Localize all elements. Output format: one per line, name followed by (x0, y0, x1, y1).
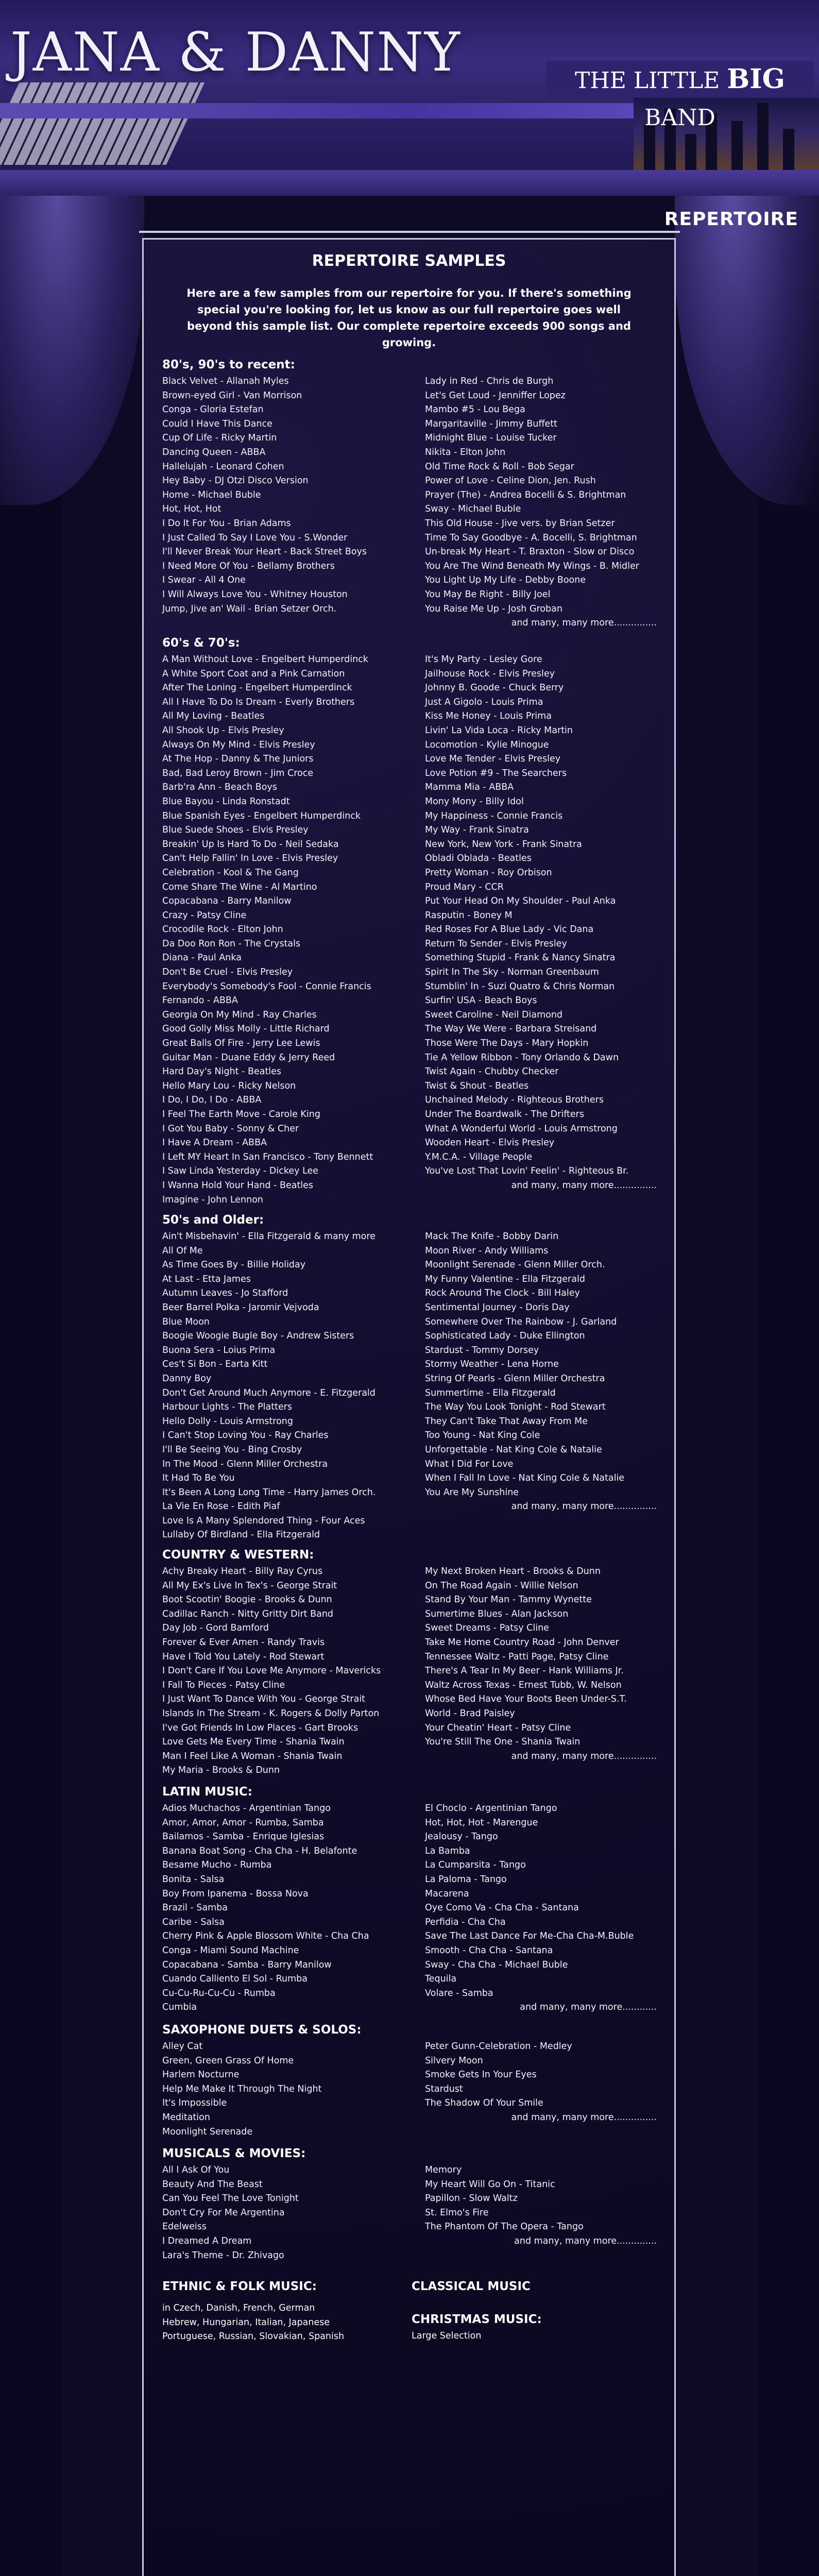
song-item: Mony Mony - Billy Idol (425, 796, 524, 807)
song-list-right (425, 1802, 657, 2015)
and-more-text: and many, many more............... (511, 2112, 657, 2123)
song-item: Smooth - Cha Cha - Santana (425, 1945, 553, 1956)
song-item: Blue Bayou - Linda Ronstadt (162, 796, 290, 807)
song-item: Boogie Woogie Bugle Boy - Andrew Sisters (162, 1331, 354, 1342)
song-item: Volare - Samba (425, 1988, 493, 1998)
section-musicals (162, 2147, 657, 2264)
song-item: Barb'ra Ann - Beach Boys (162, 782, 277, 793)
song-list-right (425, 375, 657, 631)
song-item: I Feel The Earth Move - Carole King (162, 1109, 320, 1120)
song-item: Guitar Man - Duane Eddy & Jerry Reed (162, 1052, 335, 1063)
song-item: Jailhouse Rock - Elvis Presley (425, 668, 555, 679)
song-item: Brazil - Samba (162, 1903, 228, 1913)
song-item: What I Did For Love (425, 1459, 514, 1469)
song-item: Danny Boy (162, 1373, 212, 1384)
song-item: It's Been A Long Long Time - Harry James Orch. (162, 1487, 376, 1498)
song-item: Everybody's Somebody's Fool - Connie Francis (162, 981, 371, 992)
song-list-left (162, 653, 373, 1207)
song-item: At Last - Etta James (162, 1274, 251, 1284)
song-item: Beauty And The Beast (162, 2179, 263, 2190)
song-item: Sentimental Journey - Doris Day (425, 1302, 570, 1313)
song-item: Blue Moon (162, 1316, 210, 1327)
song-item: Breakin' Up Is Hard To Do - Neil Sedaka (162, 839, 339, 850)
song-item: El Choclo - Argentinian Tango (425, 1803, 557, 1814)
song-item: Celebration - Kool & The Gang (162, 867, 299, 878)
section-classical (412, 2280, 638, 2296)
section-50s (162, 1213, 657, 1545)
song-item: Conga - Miami Sound Machine (162, 1945, 299, 1956)
song-item: You Are The Wind Beneath My Wings - B. Midler (425, 561, 639, 571)
band-big: BIG (727, 63, 785, 95)
song-item: Boy From Ipanema - Bossa Nova (162, 1888, 309, 1899)
song-item: What A Wonderful World - Louis Armstrong (425, 1123, 618, 1134)
song-item: You've Lost That Lovin' Feelin' - Righteous Br. (425, 1166, 629, 1177)
song-item: Forever & Ever Amen - Randy Travis (162, 1637, 325, 1648)
song-item: Cu-Cu-Ru-Cu-Cu - Rumba (162, 1988, 276, 1998)
song-item: All My Ex's Live In Tex's - George Strait (162, 1580, 337, 1591)
song-item: It's My Party - Lesley Gore (425, 654, 542, 665)
song-item: Alley Cat (162, 2041, 203, 2052)
band-name (546, 61, 814, 131)
song-item: Stumblin' In - Suzi Quatro & Chris Norman (425, 981, 615, 992)
intro-text: Here are a few samples from our repertoire for you. If there's something special you're looking for, let us know as our full repertoire goes well beyond this sample list. Our complete repertoire exceeds 900 songs and growing. (186, 287, 632, 349)
song-item: Proud Mary - CCR (425, 882, 504, 892)
song-item: All I Ask Of You (162, 2165, 230, 2175)
repertoire-panel (142, 238, 676, 2576)
song-item: La Vie En Rose - Edith Piaf (162, 1501, 280, 1512)
ethnic-line: in Czech, Danish, French, German (162, 2303, 315, 2313)
song-item: I Wanna Hold Your Hand - Beatles (162, 1180, 314, 1191)
and-more-text: and many, many more............... (511, 1501, 657, 1512)
song-item: Don't Be Cruel - Elvis Presley (162, 967, 293, 978)
song-item: This Old House - Jive vers. by Brian Setzer (425, 518, 615, 529)
song-item: They Can't Take That Away From Me (425, 1416, 588, 1427)
song-item: Stormy Weather - Lena Horne (425, 1359, 559, 1370)
song-item: I Swear - All 4 One (162, 575, 246, 586)
song-item: Always On My Mind - Elvis Presley (162, 739, 315, 750)
song-item: My Maria - Brooks & Dunn (162, 1765, 280, 1776)
song-item: Rock Around The Clock - Bill Haley (425, 1288, 580, 1299)
song-item: Stardust (425, 2083, 463, 2094)
song-item: The Way We Were - Barbara Streisand (425, 1024, 597, 1035)
song-item: Stand By Your Man - Tammy Wynette (425, 1595, 592, 1605)
song-list-right (425, 1565, 657, 1764)
piano-keys-graphic (0, 82, 204, 165)
song-item: After The Loning - Engelbert Humperdinck (162, 683, 352, 693)
song-item: Red Roses For A Blue Lady - Vic Dana (425, 924, 594, 935)
song-item: Save The Last Dance For Me-Cha Cha-M.Buble (425, 1931, 634, 1942)
song-item: My Next Broken Heart - Brooks & Dunn (425, 1566, 601, 1577)
ethnic-line: Portuguese, Russian, Slovakian, Spanish (162, 2331, 345, 2342)
song-item: Da Doo Ron Ron - The Crystals (162, 938, 301, 949)
song-item: Have I Told You Lately - Rod Stewart (162, 1651, 325, 1662)
song-item: Can You Feel The Love Tonight (162, 2193, 299, 2204)
song-item: I Saw Linda Yesterday - Dickey Lee (162, 1166, 319, 1177)
song-item: Love Gets Me Every Time - Shania Twain (162, 1737, 345, 1748)
site-title: JANA & DANNY (10, 21, 461, 83)
song-list-left (162, 2163, 299, 2263)
song-item: You Raise Me Up - Josh Groban (425, 603, 562, 614)
song-item: Power of Love - Celine Dion, Jen. Rush (425, 476, 596, 486)
song-item: The Shadow Of Your Smile (425, 2098, 543, 2109)
song-item: I'll Be Seeing You - Bing Crosby (162, 1444, 302, 1455)
song-item: Cherry Pink & Apple Blossom White - Cha Cha (162, 1931, 369, 1942)
song-item: Livin' La Vida Loca - Ricky Martin (425, 725, 573, 736)
song-item: Amor, Amor, Amor - Rumba, Samba (162, 1817, 324, 1828)
song-item: Meditation (162, 2112, 210, 2123)
song-item: Moon River - Andy Williams (425, 1245, 549, 1256)
song-item: Black Velvet - Allanah Myles (162, 376, 289, 386)
section-title: CLASSICAL MUSIC (412, 2280, 531, 2293)
song-item: Kiss Me Honey - Louis Prima (425, 711, 552, 722)
band-suffix: BAND (644, 105, 715, 131)
song-item: Harbour Lights - The Platters (162, 1402, 293, 1413)
song-item: Sweet Dreams - Patsy Cline (425, 1623, 549, 1634)
song-item: Whose Bed Have Your Boots Been Under-S.T. (425, 1694, 627, 1705)
song-item: Just A Gigolo - Louis Prima (425, 697, 543, 707)
song-item: Adios Muchachos - Argentinian Tango (162, 1803, 331, 1814)
song-item: Hard Day's Night - Beatles (162, 1066, 282, 1077)
song-item: Love Me Tender - Elvis Presley (425, 754, 561, 765)
song-item: My Funny Valentine - Ella Fitzgerald (425, 1274, 585, 1284)
song-item: World - Brad Paisley (425, 1708, 515, 1719)
song-item: Put Your Head On My Shoulder - Paul Anka (425, 896, 616, 907)
song-item: Take Me Home Country Road - John Denver (425, 1637, 619, 1648)
song-item: Islands In The Stream - K. Rogers & Dolly Parton (162, 1708, 380, 1719)
song-item: Margaritaville - Jimmy Buffett (425, 418, 558, 429)
song-item: All My Loving - Beatles (162, 711, 265, 722)
song-item: Tequila (425, 1974, 457, 1985)
song-item: Papillon - Slow Waltz (425, 2193, 518, 2204)
song-item: Achy Breaky Heart - Billy Ray Cyrus (162, 1566, 323, 1577)
song-item: Pretty Woman - Roy Orbison (425, 867, 552, 878)
song-item: Let's Get Loud - Jenniffer Lopez (425, 390, 566, 401)
song-item: Somewhere Over The Rainbow - J. Garland (425, 1316, 617, 1327)
song-item: Green, Green Grass Of Home (162, 2055, 294, 2066)
song-list-left (162, 375, 367, 616)
song-item: All Shook Up - Elvis Presley (162, 725, 284, 736)
song-item: Something Stupid - Frank & Nancy Sinatra (425, 953, 616, 963)
song-item: Copacabana - Barry Manilow (162, 896, 292, 907)
ethnic-line: Hebrew, Hungarian, Italian, Japanese (162, 2317, 330, 2328)
song-item: All I Have To Do Is Dream - Everly Brothers (162, 697, 355, 707)
song-item: Midnight Blue - Louise Tucker (425, 433, 557, 444)
song-item: Hey Baby - DJ Otzi Disco Version (162, 476, 309, 486)
song-item: I Will Always Love You - Whitney Houston (162, 589, 348, 600)
song-item: Tie A Yellow Ribbon - Tony Orlando & Dawn (425, 1052, 619, 1063)
song-item: I Do It For You - Brian Adams (162, 518, 291, 529)
song-item: Great Balls Of Fire - Jerry Lee Lewis (162, 1038, 320, 1049)
song-item: String Of Pearls - Glenn Miller Orchestra (425, 1373, 605, 1384)
song-item: Old Time Rock & Roll - Bob Segar (425, 461, 574, 472)
song-item: In The Mood - Glenn Miller Orchestra (162, 1459, 328, 1469)
section-country (162, 1548, 657, 1781)
song-item: I Don't Care If You Love Me Anymore - Mavericks (162, 1666, 381, 1676)
song-item: Unforgettable - Nat King Cole & Natalie (425, 1444, 602, 1455)
song-item: Fernando - ABBA (162, 995, 238, 1006)
song-item: I've Got Friends In Low Places - Gart Brooks (162, 1722, 359, 1733)
song-item: I Need More Of You - Bellamy Brothers (162, 561, 335, 571)
section-60s (162, 636, 657, 1209)
song-item: The Phantom Of The Opera - Tango (425, 2222, 584, 2232)
song-item: I Do, I Do, I Do - ABBA (162, 1095, 262, 1106)
song-item: Sway - Cha Cha - Michael Buble (425, 1959, 568, 1970)
song-item: Peter Gunn-Celebration - Medley (425, 2041, 572, 2052)
song-item: You're Still The One - Shania Twain (425, 1737, 581, 1748)
song-item: Waltz Across Texas - Ernest Tubb, W. Nelson (425, 1680, 622, 1690)
christmas-line: Large Selection (412, 2331, 482, 2341)
song-item: Oye Como Va - Cha Cha - Santana (425, 1903, 579, 1913)
song-item: Good Golly Miss Molly - Little Richard (162, 1024, 330, 1035)
song-item: As Time Goes By - Billie Holiday (162, 1260, 306, 1270)
song-item: Banana Boat Song - Cha Cha - H. Belafonte (162, 1845, 357, 1856)
song-item: Lullaby Of Birdland - Ella Fitzgerald (162, 1530, 320, 1540)
song-item: Bad, Bad Leroy Brown - Jim Croce (162, 768, 314, 778)
section-title: 80's, 90's to recent: (162, 358, 295, 371)
song-item: Jealousy - Tango (425, 1832, 498, 1842)
song-item: Too Young - Nat King Cole (425, 1430, 540, 1441)
page-title: REPERTOIRE (664, 209, 798, 230)
song-item: Brown-eyed Girl - Van Morrison (162, 390, 302, 401)
song-item: Conga - Gloria Estefan (162, 404, 264, 415)
song-item: Harlem Nocturne (162, 2070, 240, 2080)
title-divider (139, 231, 680, 233)
song-item: Don't Get Around Much Anymore - E. Fitzgerald (162, 1387, 376, 1398)
song-item: Could I Have This Dance (162, 418, 272, 429)
song-item: Can't Help Fallin' In Love - Elvis Presley (162, 853, 338, 864)
song-item: Smoke Gets In Your Eyes (425, 2070, 537, 2080)
song-item: When I Fall In Love - Nat King Cole & Natalie (425, 1473, 625, 1484)
song-item: It's Impossible (162, 2098, 227, 2109)
song-item: Summertime - Ella Fitzgerald (425, 1387, 556, 1398)
song-item: Hallelujah - Leonard Cohen (162, 461, 284, 472)
song-item: Jump, Jive an' Wail - Brian Setzer Orch. (162, 603, 337, 614)
song-item: New York, New York - Frank Sinatra (425, 839, 582, 850)
song-item: Macarena (425, 1888, 469, 1899)
song-item: All Of Me (162, 1245, 203, 1256)
section-title: 60's & 70's: (162, 636, 240, 650)
song-list-right (425, 653, 657, 1193)
song-item: Love Potion #9 - The Searchers (425, 768, 567, 778)
song-item: Don't Cry For Me Argentina (162, 2207, 285, 2218)
song-item: Caribe - Salsa (162, 1917, 225, 1927)
song-item: Day Job - Gord Bamford (162, 1623, 269, 1634)
section-sax (162, 2023, 657, 2141)
song-item: Blue Spanish Eyes - Engelbert Humperdinck (162, 810, 361, 821)
section-title: ETHNIC & FOLK MUSIC: (162, 2280, 317, 2293)
song-item: Hello Mary Lou - Ricky Nelson (162, 1080, 296, 1091)
song-item: Hello Dolly - Louis Armstrong (162, 1416, 294, 1427)
song-item: Beer Barrel Polka - Jaromir Vejvoda (162, 1302, 319, 1313)
song-item: Man I Feel Like A Woman - Shania Twain (162, 1751, 343, 1761)
song-item: Crocodile Rock - Elton John (162, 924, 283, 935)
song-item: La Paloma - Tango (425, 1874, 507, 1885)
song-item: Time To Say Goodbye - A. Bocelli, S. Brightman (425, 532, 637, 543)
song-item: Tennessee Waltz - Patti Page, Patsy Cline (425, 1651, 609, 1662)
song-item: My Way - Frank Sinatra (425, 825, 529, 836)
section-ethnic (162, 2280, 410, 2344)
song-item: Crazy - Patsy Cline (162, 910, 247, 921)
song-item: Help Me Make It Through The Night (162, 2083, 322, 2094)
song-item: Boot Scootin' Boogie - Brooks & Dunn (162, 1595, 332, 1605)
panel-heading: REPERTOIRE SAMPLES (312, 252, 506, 270)
song-list-left (162, 2040, 321, 2139)
song-item: Those Were The Days - Mary Hopkin (425, 1038, 589, 1049)
song-item: You Light Up My Life - Debby Boone (425, 575, 586, 586)
song-list-left (162, 1802, 369, 2015)
song-list-right (425, 2163, 657, 2249)
song-item: Memory (425, 2165, 462, 2175)
song-list-right (425, 1230, 657, 1514)
song-item: Un-break My Heart - T. Braxton - Slow or Disco (425, 547, 635, 557)
section-title: MUSICALS & MOVIES: (162, 2147, 306, 2160)
song-item: Mambo #5 - Lou Bega (425, 404, 525, 415)
song-item: I Got You Baby - Sonny & Cher (162, 1123, 299, 1134)
song-item: La Bamba (425, 1845, 470, 1856)
song-item: Surfin' USA - Beach Boys (425, 995, 537, 1006)
song-item: Sophisticated Lady - Duke Ellington (425, 1331, 585, 1342)
song-item: Georgia On My Mind - Ray Charles (162, 1009, 317, 1020)
song-item: Unchained Melody - Righteous Brothers (425, 1095, 604, 1106)
song-item: I Can't Stop Loving You - Ray Charles (162, 1430, 329, 1441)
song-item: My Heart Will Go On - Titanic (425, 2179, 555, 2190)
song-item: Sweet Caroline - Neil Diamond (425, 1009, 563, 1020)
song-item: Ain't Misbehavin' - Ella Fitzgerald & many more (162, 1231, 376, 1242)
song-item: You Are My Sunshine (425, 1487, 519, 1498)
song-item: I Left MY Heart In San Francisco - Tony Bennett (162, 1151, 373, 1162)
song-item: A Man Without Love - Engelbert Humperdinck (162, 654, 368, 665)
song-item: Nikita - Elton John (425, 447, 506, 457)
song-item: Mamma Mia - ABBA (425, 782, 514, 793)
song-item: I Just Want To Dance With You - George Strait (162, 1694, 366, 1705)
song-item: Dancing Queen - ABBA (162, 447, 266, 457)
and-more-text: and many, many more............ (520, 2002, 657, 2013)
song-item: Lady in Red - Chris de Burgh (425, 376, 554, 386)
song-item: Silvery Moon (425, 2055, 483, 2066)
section-title: LATIN MUSIC: (162, 1785, 252, 1799)
song-item: Johnny B. Goode - Chuck Berry (425, 683, 564, 693)
song-item: Prayer (The) - Andrea Bocelli & S. Brightman (425, 489, 626, 500)
song-list-left (162, 1565, 381, 1778)
song-item: Moonlight Serenade (162, 2126, 253, 2137)
section-title: COUNTRY & WESTERN: (162, 1548, 314, 1562)
section-christmas (412, 2313, 638, 2344)
song-item: Hot, Hot, Hot (162, 504, 221, 515)
song-item: Obladi Oblada - Beatles (425, 853, 532, 864)
song-item: I Have A Dream - ABBA (162, 1138, 267, 1148)
band-prefix: THE LITTLE (575, 67, 720, 94)
song-item: La Cumparsita - Tango (425, 1860, 526, 1871)
song-item: Rasputin - Boney M (425, 910, 513, 921)
song-item: I Fall To Pieces - Patsy Cline (162, 1680, 285, 1690)
song-item: Stardust - Tommy Dorsey (425, 1345, 539, 1355)
song-item: Spirit In The Sky - Norman Greenbaum (425, 967, 599, 978)
song-item: Hot, Hot, Hot - Marengue (425, 1817, 538, 1828)
song-item: Y.M.C.A. - Village People (425, 1151, 533, 1162)
song-item: Bonita - Salsa (162, 1874, 225, 1885)
song-item: Sway - Michael Buble (425, 504, 521, 515)
song-item: Blue Suede Shoes - Elvis Presley (162, 825, 309, 836)
song-item: Under The Boardwalk - The Drifters (425, 1109, 584, 1120)
section-latin (162, 1785, 657, 2018)
song-item: Wooden Heart - Elvis Presley (425, 1138, 555, 1148)
song-item: Twist & Shout - Beatles (425, 1080, 529, 1091)
song-item: Cadillac Ranch - Nitty Gritty Dirt Band (162, 1608, 334, 1619)
and-more-text: and many, many more............... (511, 1751, 657, 1761)
song-item: Copacabana - Samba - Barry Manilow (162, 1959, 332, 1970)
header-bottom-band (0, 170, 819, 196)
song-item: Mack The Knife - Bobby Darin (425, 1231, 559, 1242)
song-item: Home - Michael Buble (162, 489, 261, 500)
section-80s (162, 358, 657, 629)
song-item: Buona Sera - Loius Prima (162, 1345, 276, 1355)
song-item: Autumn Leaves - Jo Stafford (162, 1288, 288, 1299)
site-header (0, 0, 819, 196)
song-item: I Dreamed A Dream (162, 2235, 252, 2246)
song-item: Lara's Theme - Dr. Zhivago (162, 2250, 284, 2261)
song-item: You May Be Right - Billy Joel (425, 589, 551, 600)
song-item: It Had To Be You (162, 1473, 235, 1484)
and-more-text: and many, many more............... (511, 1180, 657, 1191)
song-item: Sumertime Blues - Alan Jackson (425, 1608, 569, 1619)
song-item: At The Hop - Danny & The Juniors (162, 754, 314, 765)
song-item: Moonlight Serenade - Glenn Miller Orch. (425, 1260, 605, 1270)
song-item: Diana - Paul Anka (162, 953, 242, 963)
song-item: Imagine - John Lennon (162, 1194, 264, 1205)
song-item: St. Elmo's Fire (425, 2207, 489, 2218)
song-item: I'll Never Break Your Heart - Back Street Boys (162, 547, 367, 557)
song-item: Cup Of Life - Ricky Martin (162, 433, 277, 444)
song-item: On The Road Again - Willie Nelson (425, 1580, 578, 1591)
section-title: CHRISTMAS MUSIC: (412, 2313, 542, 2326)
song-item: There's A Tear In My Beer - Hank Williams Jr. (425, 1666, 624, 1676)
song-item: Ces't Si Bon - Earta Kitt (162, 1359, 268, 1370)
song-list-left (162, 1230, 376, 1543)
song-item: Return To Sender - Elvis Presley (425, 938, 567, 949)
song-item: Besame Mucho - Rumba (162, 1860, 272, 1871)
song-item: Locomotion - Kylie Minogue (425, 739, 549, 750)
song-item: The Way You Look Tonight - Rod Stewart (425, 1402, 606, 1413)
song-item: Your Cheatin' Heart - Patsy Cline (425, 1722, 571, 1733)
song-item: Edelweiss (162, 2222, 207, 2232)
and-more-text: and many, many more.............. (514, 2235, 657, 2246)
and-more-text: and many, many more............... (511, 618, 657, 629)
song-item: A White Sport Coat and a Pink Carnation (162, 668, 345, 679)
song-item: I Just Called To Say I Love You - S.Wonder (162, 532, 348, 543)
song-list-right (425, 2040, 657, 2125)
song-item: My Happiness - Connie Francis (425, 810, 563, 821)
song-item: Perfidia - Cha Cha (425, 1917, 506, 1927)
song-item: Twist Again - Chubby Checker (425, 1066, 559, 1077)
song-item: Cumbia (162, 2002, 197, 2013)
song-item: Cuando Calliento El Sol - Rumba (162, 1974, 308, 1985)
section-title: 50's and Older: (162, 1213, 264, 1227)
section-title: SAXOPHONE DUETS & SOLOS: (162, 2023, 362, 2037)
song-item: Bailamos - Samba - Enrique Iglesias (162, 1832, 325, 1842)
song-item: Love Is A Many Splendored Thing - Four Aces (162, 1515, 365, 1526)
song-item: Come Share The Wine - Al Martino (162, 882, 317, 892)
